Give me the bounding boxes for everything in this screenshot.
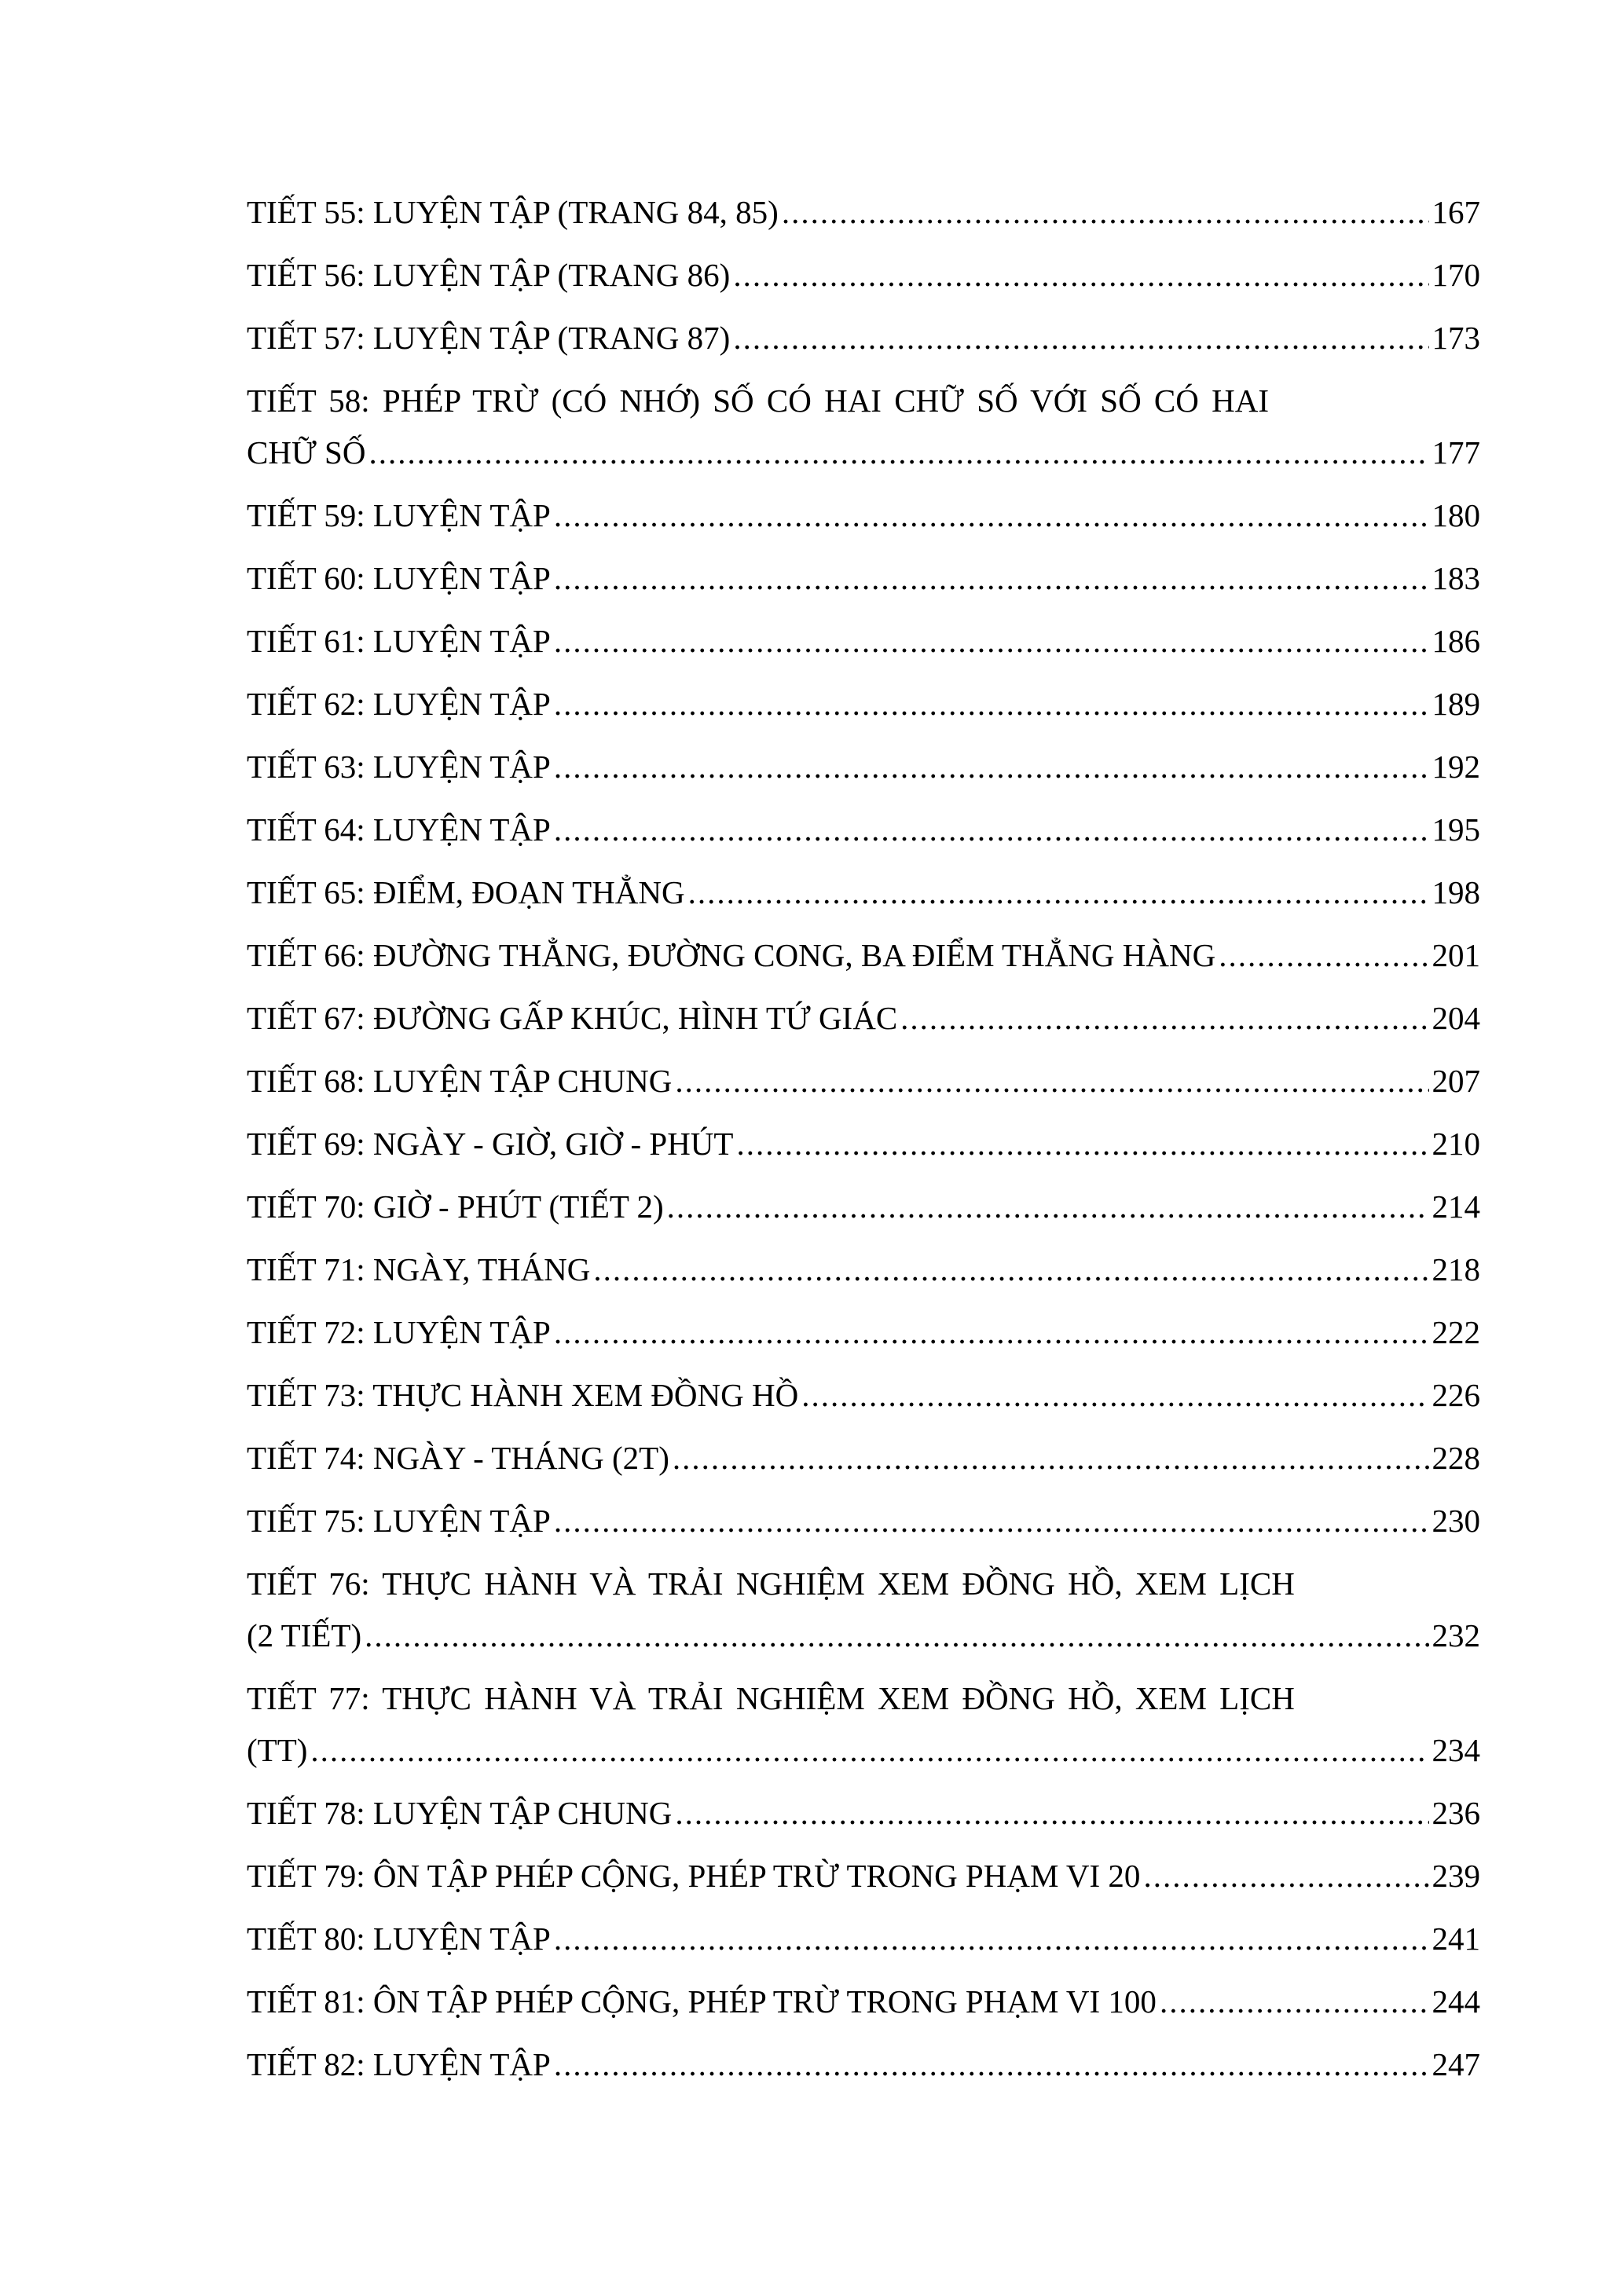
toc-entry-65[interactable] — [247, 873, 1480, 911]
toc-entry-title: TIẾT 63: LUYỆN TẬP — [247, 749, 551, 785]
toc-entry-page: 239 — [1432, 1858, 1480, 1894]
toc-entry-page: 214 — [1432, 1188, 1480, 1225]
toc-leader-dots — [673, 1439, 1429, 1477]
toc-leader-dots — [554, 1502, 1429, 1540]
toc-entry-70[interactable] — [247, 1188, 1480, 1225]
toc-entry-63[interactable] — [247, 748, 1480, 785]
toc-leader-dots — [675, 1062, 1428, 1100]
toc-entry-title: TIẾT 60: LUYỆN TẬP — [247, 560, 551, 596]
toc-entry-page: 204 — [1432, 1000, 1480, 1036]
toc-entry-title: TIẾT 67: ĐƯỜNG GẤP KHÚC, HÌNH TỨ GIÁC — [247, 1000, 898, 1036]
toc-entry-title: TIẾT 65: ĐIỂM, ĐOẠN THẲNG — [247, 874, 685, 910]
toc-entry-title: TIẾT 73: THỰC HÀNH XEM ĐỒNG HỒ — [247, 1377, 799, 1413]
toc-leader-dots — [554, 622, 1429, 660]
toc-entry-page: 232 — [1432, 1617, 1480, 1653]
toc-entry-75[interactable] — [247, 1502, 1480, 1540]
toc-entry-title-line2: (TT) — [247, 1732, 308, 1768]
toc-leader-dots — [736, 1125, 1428, 1163]
toc-entry-title-line2: (2 TIẾT) — [247, 1617, 362, 1653]
toc-entry-page: 230 — [1432, 1503, 1480, 1539]
toc-leader-dots — [554, 496, 1429, 534]
toc-entry-title-line1: TIẾT 58: PHÉP TRỪ (CÓ NHỚ) SỐ CÓ HAI CHỮ SỐ VỚI SỐ CÓ HAI — [247, 383, 1270, 419]
toc-entry-title: TIẾT 71: NGÀY, THÁNG — [247, 1251, 591, 1287]
toc-entry-79[interactable] — [247, 1857, 1480, 1895]
toc-entry-title: TIẾT 61: LUYỆN TẬP — [247, 623, 551, 659]
toc-entry-title: TIẾT 70: GIỜ - PHÚT (TIẾT 2) — [247, 1188, 664, 1225]
toc-leader-dots — [368, 434, 1428, 471]
toc-leader-dots — [554, 559, 1429, 597]
toc-entry-62[interactable] — [247, 685, 1480, 723]
toc-entry-title: TIẾT 75: LUYỆN TẬP — [247, 1503, 551, 1539]
toc-entry-page: 241 — [1432, 1921, 1480, 1957]
toc-entry-page: 207 — [1432, 1063, 1480, 1099]
toc-entry-page: 183 — [1432, 560, 1480, 596]
toc-entry-69[interactable] — [247, 1125, 1480, 1163]
toc-entry-page: 195 — [1432, 811, 1480, 848]
toc-entry-57[interactable] — [247, 319, 1480, 357]
toc-entry-title: TIẾT 68: LUYỆN TẬP CHUNG — [247, 1063, 673, 1099]
toc-leader-dots — [782, 193, 1429, 231]
toc-leader-dots — [310, 1731, 1428, 1769]
toc-entry-title: TIẾT 57: LUYỆN TẬP (TRANG 87) — [247, 320, 731, 356]
toc-entry-title: TIẾT 74: NGÀY - THÁNG (2T) — [247, 1440, 669, 1476]
toc-entry-59[interactable] — [247, 496, 1480, 534]
toc-entry-title: TIẾT 82: LUYỆN TẬP — [247, 2046, 551, 2082]
toc-entry-title: TIẾT 62: LUYỆN TẬP — [247, 686, 551, 722]
toc-entry-page: 167 — [1432, 194, 1480, 230]
toc-entry-64[interactable] — [247, 811, 1480, 848]
toc-entry-67[interactable] — [247, 999, 1480, 1037]
toc-leader-dots — [554, 2045, 1429, 2083]
toc-entry-page: 198 — [1432, 874, 1480, 910]
toc-entry-title: TIẾT 55: LUYỆN TẬP (TRANG 84, 85) — [247, 194, 779, 230]
toc-entry-80[interactable] — [247, 1920, 1480, 1957]
toc-entry-title: TIẾT 56: LUYỆN TẬP (TRANG 86) — [247, 257, 731, 293]
toc-leader-dots — [554, 748, 1429, 785]
toc-entry-page: 201 — [1432, 937, 1480, 973]
toc-leader-dots — [554, 1920, 1429, 1957]
toc-entry-title: TIẾT 69: NGÀY - GIỜ, GIỜ - PHÚT — [247, 1126, 734, 1162]
toc-entry-page: 234 — [1432, 1732, 1480, 1768]
toc-entry-page: 222 — [1432, 1314, 1480, 1350]
toc-entry-title: TIẾT 64: LUYỆN TẬP — [247, 811, 551, 848]
toc-entry-71[interactable] — [247, 1251, 1480, 1288]
toc-leader-dots — [593, 1251, 1428, 1288]
toc-leader-dots — [1143, 1857, 1428, 1895]
toc-entry-page: 218 — [1432, 1251, 1480, 1287]
toc-entry-page: 226 — [1432, 1377, 1480, 1413]
toc-entry-77[interactable] — [247, 1679, 1480, 1769]
toc-entry-page: 236 — [1432, 1795, 1480, 1831]
toc-entry-72[interactable] — [247, 1313, 1480, 1351]
toc-leader-dots — [554, 1313, 1429, 1351]
toc-entry-title: TIẾT 66: ĐƯỜNG THẲNG, ĐƯỜNG CONG, BA ĐIỂM THẲNG HÀNG — [247, 937, 1216, 973]
toc-entry-page: 186 — [1432, 623, 1480, 659]
toc-entry-page: 173 — [1432, 320, 1480, 356]
toc-entry-68[interactable] — [247, 1062, 1480, 1100]
toc-entry-title: TIẾT 81: ÔN TẬP PHÉP CỘNG, PHÉP TRỪ TRONG PHẠM VI 100 — [247, 1983, 1157, 2020]
toc-entry-58[interactable] — [247, 382, 1480, 471]
toc-leader-dots — [1160, 1983, 1429, 2020]
toc-entry-title: TIẾT 79: ÔN TẬP PHÉP CỘNG, PHÉP TRỪ TRONG PHẠM VI 20 — [247, 1858, 1141, 1894]
toc-entry-title: TIẾT 72: LUYỆN TẬP — [247, 1314, 551, 1350]
toc-entry-60[interactable] — [247, 559, 1480, 597]
toc-entry-page: 180 — [1432, 497, 1480, 533]
toc-entry-55[interactable] — [247, 193, 1480, 231]
toc-leader-dots — [900, 999, 1428, 1037]
toc-entry-74[interactable] — [247, 1439, 1480, 1477]
toc-entry-title: TIẾT 78: LUYỆN TẬP CHUNG — [247, 1795, 673, 1831]
toc-entry-page: 228 — [1432, 1440, 1480, 1476]
toc-entry-page: 210 — [1432, 1126, 1480, 1162]
table-of-contents — [247, 193, 1480, 2108]
toc-leader-dots — [801, 1376, 1428, 1414]
toc-entry-78[interactable] — [247, 1794, 1480, 1832]
toc-entry-page: 192 — [1432, 749, 1480, 785]
toc-entry-76[interactable] — [247, 1565, 1480, 1654]
toc-entry-page: 170 — [1432, 257, 1480, 293]
toc-entry-title: TIẾT 59: LUYỆN TẬP — [247, 497, 551, 533]
toc-entry-page: 189 — [1432, 686, 1480, 722]
toc-leader-dots — [554, 811, 1429, 848]
toc-entry-page: 247 — [1432, 2046, 1480, 2082]
toc-leader-dots — [365, 1617, 1428, 1654]
toc-leader-dots — [554, 685, 1429, 723]
toc-entry-title-line1: TIẾT 77: THỰC HÀNH VÀ TRẢI NGHIỆM XEM ĐỒNG HỒ, XEM LỊCH — [247, 1680, 1295, 1716]
toc-entry-81[interactable] — [247, 1983, 1480, 2020]
toc-entry-page: 177 — [1432, 434, 1480, 471]
toc-entry-73[interactable] — [247, 1376, 1480, 1414]
toc-entry-title-line2: CHỮ SỐ — [247, 434, 366, 471]
toc-entry-61[interactable] — [247, 622, 1480, 660]
toc-entry-page: 244 — [1432, 1983, 1480, 2020]
toc-entry-82[interactable] — [247, 2045, 1480, 2083]
toc-leader-dots — [733, 319, 1428, 357]
toc-entry-title: TIẾT 80: LUYỆN TẬP — [247, 1921, 551, 1957]
toc-entry-56[interactable] — [247, 256, 1480, 294]
toc-leader-dots — [688, 873, 1429, 911]
toc-leader-dots — [667, 1188, 1429, 1225]
toc-leader-dots — [1219, 936, 1428, 974]
toc-leader-dots — [733, 256, 1428, 294]
toc-leader-dots — [675, 1794, 1428, 1832]
toc-entry-66[interactable] — [247, 936, 1480, 974]
toc-entry-title-line1: TIẾT 76: THỰC HÀNH VÀ TRẢI NGHIỆM XEM ĐỒNG HỒ, XEM LỊCH — [247, 1565, 1295, 1602]
